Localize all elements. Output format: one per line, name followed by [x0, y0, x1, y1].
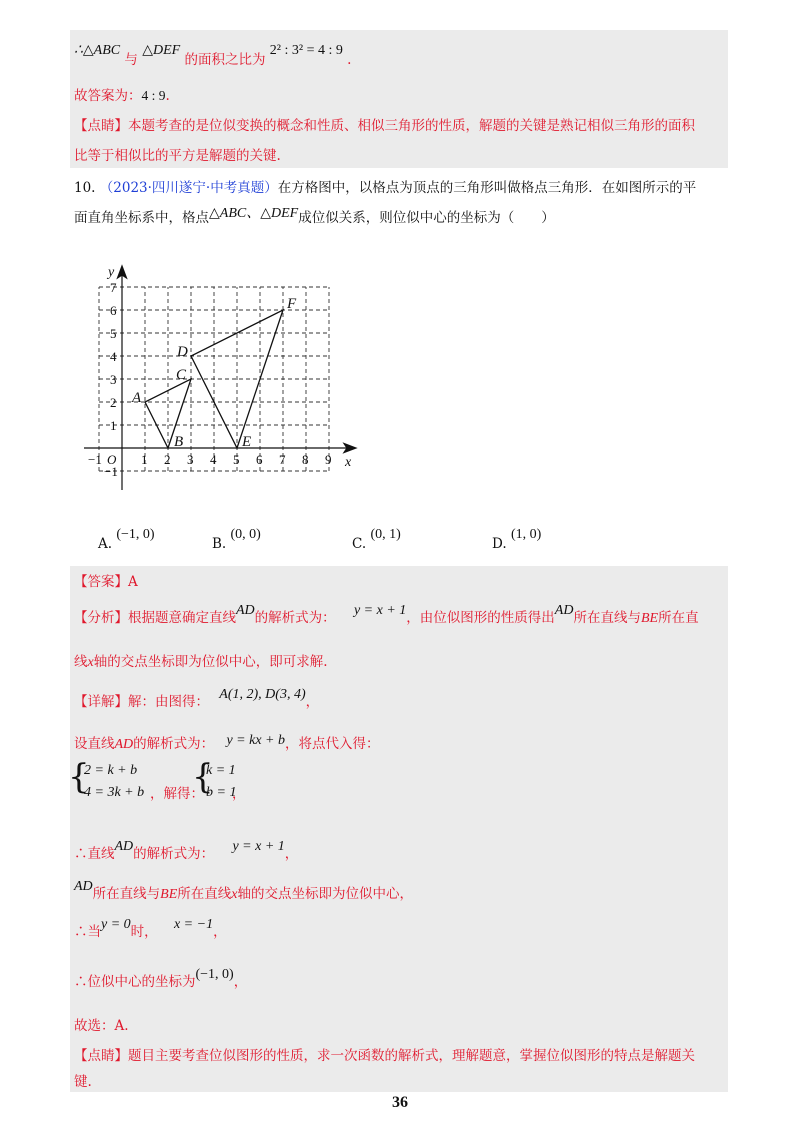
option-c[interactable]: C. (0, 1) — [352, 527, 401, 552]
question-number: 10. — [74, 180, 96, 196]
axes — [84, 266, 356, 490]
intersection-line: AD所在直线与BE所在直线x轴的交点坐标即为位似中心， — [74, 879, 413, 902]
page-number: 36 — [392, 1094, 408, 1111]
x-axis-label: x — [345, 455, 352, 470]
y-tick-4: 4 — [110, 349, 117, 364]
question-line-1: 10. （2023·四川遂宁·中考真题）在方格图中，以格点为顶点的三角形叫做格点三角形．在如图所示的平 — [74, 180, 697, 196]
y-tick-5: 5 — [110, 326, 117, 341]
detail-line: 【详解】解：由图得： A(1, 2), D(3, 4)， — [74, 687, 320, 710]
question-source: （2023·四川遂宁·中考真题） — [99, 180, 278, 196]
point-label-b: B — [174, 434, 184, 450]
detail-tag: 【详解】 — [74, 694, 128, 710]
x-tick-5: 5 — [233, 452, 240, 467]
analysis-tag: 【分析】 — [74, 610, 128, 626]
answer-tag: 【答案】 — [74, 574, 128, 590]
coordinate-graph — [84, 258, 374, 494]
line-ad-result: ∴直线AD的解析式为： y = x + 1， — [74, 839, 299, 862]
question-line-2: 面直角坐标系中，格点△ABC、△DEF成位似关系，则位似中心的坐标为（ ） — [74, 206, 555, 226]
answer-line: 故答案为：4 : 9. — [74, 88, 170, 104]
y-tick-6: 6 — [110, 303, 117, 318]
point-label-a: A — [132, 390, 142, 406]
point-label-f: F — [287, 296, 297, 312]
when-line: ∴当y = 0时， x = −1， — [74, 917, 227, 940]
option-a[interactable]: A. (−1, 0) — [98, 527, 155, 552]
x-tick-2: 2 — [164, 452, 171, 467]
analysis-line-2: 线x轴的交点坐标即为位似中心，即可求解. — [74, 654, 328, 670]
x-tick-6: 6 — [256, 452, 263, 467]
comment-line-1: 【点睛】本题考查的是位似变换的概念和性质、相似三角形的性质，解题的关键是熟记相似三角形的面积 — [74, 118, 695, 134]
set-line: 设直线AD的解析式为： y = kx + b，将点代入得： — [74, 733, 380, 752]
y-axis-label: y — [108, 265, 115, 280]
option-b[interactable]: B. (0, 0) — [212, 527, 261, 552]
x-tick-3: 3 — [187, 452, 194, 467]
x-tick-1: 1 — [141, 452, 148, 467]
point-label-c: C — [176, 367, 187, 383]
center-line: ∴位似中心的坐标为(−1, 0)， — [74, 967, 248, 990]
point-label-e: E — [242, 434, 252, 450]
y-tick-2: 2 — [110, 395, 117, 410]
option-d[interactable]: D. (1, 0) — [492, 527, 542, 552]
comment-tag: 【点睛】 — [74, 118, 128, 134]
y-tick-neg1: −1 — [104, 464, 118, 479]
point-label-d: D — [177, 344, 188, 360]
origin-label: O — [107, 452, 117, 467]
answer-row: 【答案】A — [74, 574, 138, 590]
final-comment-tag: 【点睛】 — [74, 1048, 128, 1064]
solve-word: ，解得： — [150, 786, 204, 802]
x-tick-neg1: −1 — [88, 452, 102, 467]
final-comment-line-2: 键. — [74, 1074, 92, 1090]
choose-line: 故选：A. — [74, 1018, 129, 1034]
final-comment-line-1: 【点睛】题目主要考查位似图形的性质，求一次函数的解析式，理解题意，掌握位似图形的特点是解题关 — [74, 1048, 695, 1064]
y-tick-7: 7 — [110, 280, 117, 295]
x-tick-4: 4 — [210, 452, 217, 467]
y-tick-3: 3 — [110, 372, 117, 387]
comment-line-2: 比等于相似比的平方是解题的关键. — [74, 148, 281, 164]
area-ratio-line: ∴△ABC 与 △DEF 的面积之比为 2² : 3² = 4 : 9 . — [74, 43, 352, 68]
x-tick-9: 9 — [325, 452, 332, 467]
grid-lines — [99, 287, 329, 471]
y-tick-1: 1 — [110, 418, 117, 433]
x-tick-7: 7 — [279, 452, 286, 467]
x-tick-8: 8 — [302, 452, 309, 467]
analysis-line-1: 【分析】根据题意确定直线AD的解析式为： y = x + 1，由位似图形的性质得出AD所在直线与BE所在直 — [74, 603, 699, 626]
solution-background — [70, 566, 728, 1092]
